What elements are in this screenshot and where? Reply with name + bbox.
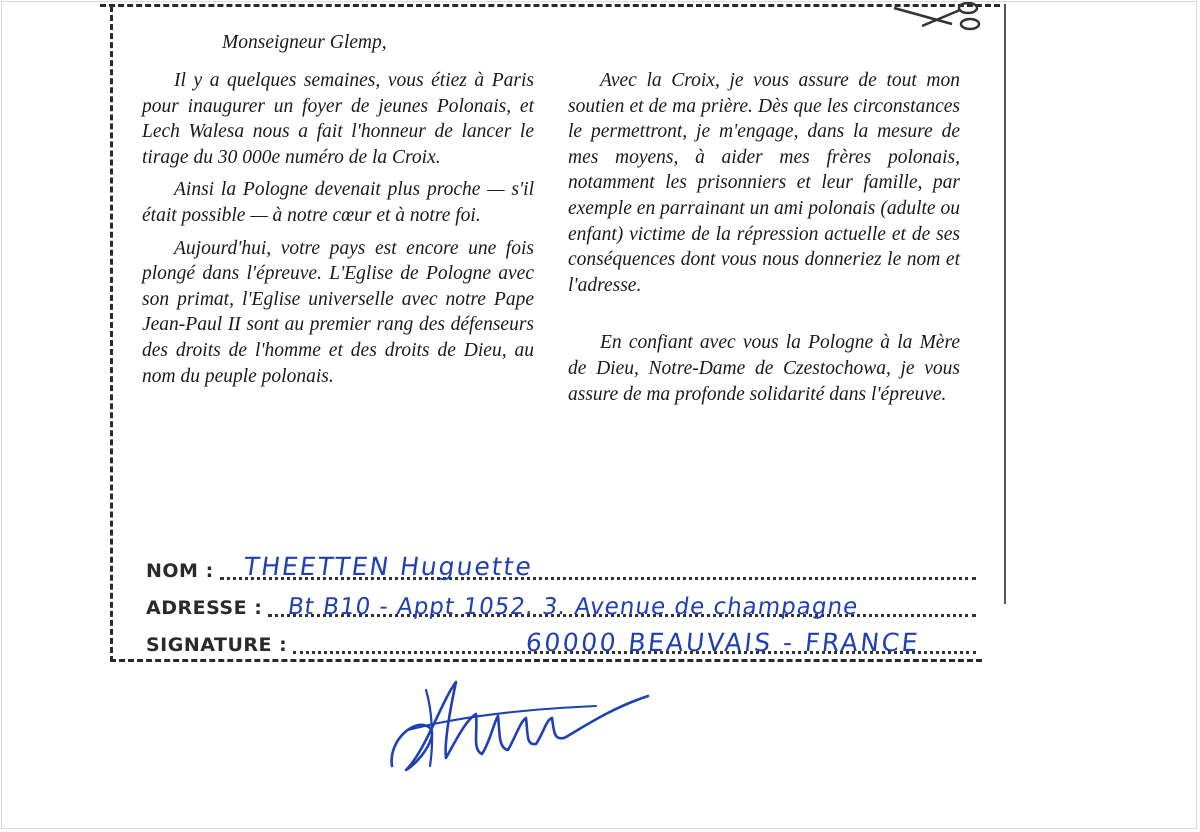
handwritten-signature [386, 670, 656, 780]
adresse-handwritten-value: Bt B10 - Appt 1052. 3. Avenue de champagne [286, 594, 861, 620]
form-row-signature [146, 620, 976, 657]
city-handwritten-value: 60000 BEAUVAIS - FRANCE [524, 628, 922, 657]
cut-line-right [1004, 4, 1006, 604]
letter-right-column [568, 68, 960, 414]
letter-paragraph: Avec la Croix, je vous assure de tout mon soutien et de ma prière. Dès que les circonstances le permettront, je m'engage, dans la mesure de mes moyens, à aider mes frères polonais, notamment les prisonniers et leur famille, par exemple en parrainant un ami polonais (adulte ou enfant) victime de la répression actuelle et de ses conséquences dont vous nous donneriez le nom et l'adresse. [568, 70, 960, 296]
form-row-adresse [146, 583, 976, 620]
letter-paragraph: En confiant avec vous la Pologne à la Mère de Dieu, Notre-Dame de Czestochowa, je vous assure de ma profonde solidarité dans l'épreuve. [568, 332, 960, 405]
nom-handwritten-value: THEETTEN Huguette [241, 552, 535, 581]
scissors-icon [892, 2, 992, 32]
letter-paragraph: Il y a quelques semaines, vous étiez à Paris pour inaugurer un foyer de jeunes Polonais, et Lech Walesa nous a fait l'honneur de lancer le tirage du 30 000e numéro de la Croix. [142, 70, 534, 168]
letter-left-column [142, 68, 534, 396]
adresse-label: ADRESSE : [146, 597, 263, 619]
nom-label: NOM : [146, 560, 214, 582]
coupon-form [146, 546, 976, 657]
letter-greeting: Monseigneur Glemp, [222, 32, 387, 53]
signature-label: SIGNATURE : [146, 634, 288, 656]
letter-paragraph: Ainsi la Pologne devenait plus proche — s'il était possible — à notre cœur et à notre foi. [142, 179, 534, 226]
form-row-nom [146, 546, 976, 583]
letter-paragraph: Aujourd'hui, votre pays est encore une fois plongé dans l'épreuve. L'Eglise de Pologne avec son primat, l'Eglise universelle avec notre Pape Jean-Paul II sont au premier rang des défenseurs des droits de l'homme et des droits de Dieu, au nom du peuple polonais. [142, 237, 534, 387]
